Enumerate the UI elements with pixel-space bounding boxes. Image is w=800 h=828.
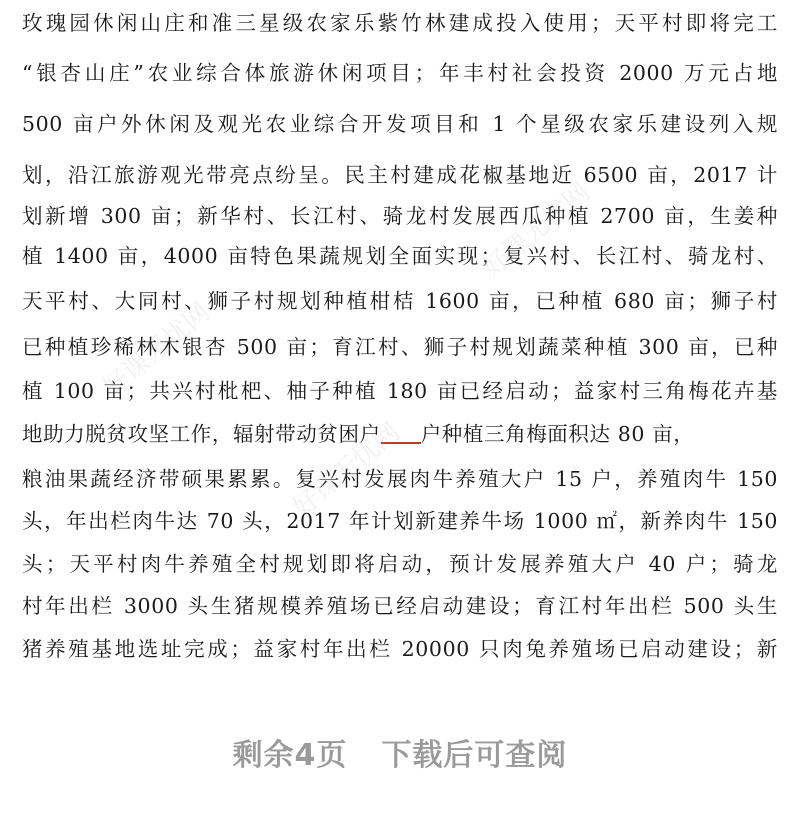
- text-line-10: [22, 421, 782, 447]
- text-line-15: 猪养殖基地选址完成；益家村年出栏 20000 只肉兔养殖场已启动建设；新: [22, 637, 778, 661]
- text-line-10-after: 户种植三角梅面积达 80 亩，: [420, 422, 695, 446]
- watermark: 好课无忧网: [97, 297, 217, 404]
- fill-in-blank: [381, 441, 421, 444]
- download-hint-label: 下载后可查阅: [381, 738, 568, 773]
- text-line-10-before: 地助力脱贫攻坚工作，辐射带动贫困户: [22, 422, 381, 446]
- text-line-5: 划新增 300 亩；新华村、长江村、骑龙村发展西瓜种植 2700 亩，生姜种: [22, 204, 778, 228]
- text-line-14: 村年出栏 3000 头生猪规模养殖场已经启动建设；育江村年出栏 500 头生: [22, 594, 778, 618]
- watermark: 好课无忧网: [287, 417, 407, 524]
- download-prompt[interactable]: [0, 730, 800, 774]
- text-line-9: 植 100 亩；共兴村枇杷、柚子种植 180 亩已经启动；益家村三角梅花卉基: [22, 379, 778, 403]
- text-line-7: 天平村、大同村、狮子村规划种植柑桔 1600 亩，已种植 680 亩；狮子村: [22, 289, 778, 313]
- text-line-13: 头；天平村肉牛养殖全村规划即将启动，预计发展养殖大户 40 户；骑龙: [22, 552, 778, 576]
- text-line-1: 玫瑰园休闲山庄和准三星级农家乐紫竹林建成投入使用；天平村即将完工: [22, 11, 778, 35]
- remaining-pages-label: 剩余4页: [232, 738, 348, 773]
- text-line-2: “银杏山庄”农业综合体旅游休闲项目；年丰村社会投资 2000 万元占地: [22, 61, 778, 85]
- text-line-4: 划，沿江旅游观光带亮点纷呈。民主村建成花椒基地近 6500 亩，2017 计: [22, 163, 778, 187]
- watermark: 好课无忧网: [477, 177, 597, 284]
- text-line-6: 植 1400 亩，4000 亩特色果蔬规划全面实现；复兴村、长江村、骑龙村、: [22, 244, 778, 268]
- text-line-8: 已种植珍稀林木银杏 500 亩；育江村、狮子村规划蔬菜种植 300 亩，已种: [22, 335, 778, 359]
- text-line-11: 粮油果蔬经济带硕果累累。复兴村发展肉牛养殖大户 15 户，养殖肉牛 150: [22, 467, 778, 491]
- text-line-12: 头，年出栏肉牛达 70 头，2017 年计划新建养牛场 1000 ㎡，新养肉牛 150: [22, 509, 778, 533]
- text-line-3: 500 亩户外休闲及观光农业综合开发项目和 1 个星级农家乐建设列入规: [22, 112, 778, 136]
- download-footer: [0, 700, 800, 828]
